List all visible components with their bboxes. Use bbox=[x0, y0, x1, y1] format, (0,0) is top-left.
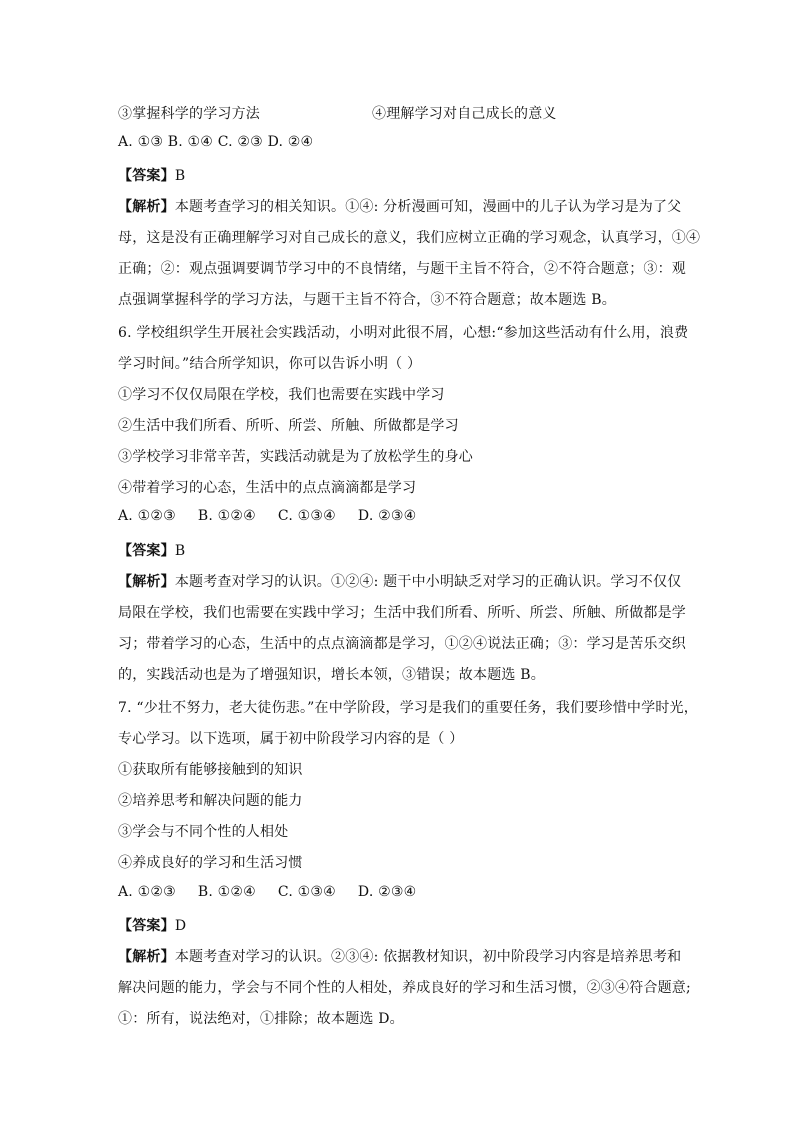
q5-analysis-line-3: 正确；②：观点强调要调节学习中的不良情绪，与题干主旨不符合，②不符合题意；③：观 bbox=[118, 261, 686, 277]
q7-item-1: ①获取所有能够接触到的知识 bbox=[118, 762, 303, 778]
q7-item-2: ②培养思考和解决问题的能力 bbox=[118, 793, 303, 809]
q6-analysis-line-1 bbox=[118, 571, 681, 591]
answer-value: B bbox=[174, 168, 186, 184]
answer-value: D bbox=[174, 918, 187, 934]
option-a: A. ①②③ bbox=[118, 508, 176, 524]
q7-stem-line-1: 7. “少壮不努力，老大徒伤悲。”在中学阶段，学习是我们的重要任务，我们要珍惜中学时光， bbox=[118, 700, 698, 716]
option-b: B. ①②④ bbox=[197, 884, 256, 900]
q5-items-row bbox=[118, 103, 557, 123]
q7-stem-line-2: 专心学习。以下选项，属于初中阶段学习内容的是（ ） bbox=[118, 731, 464, 747]
q7-options bbox=[118, 884, 416, 900]
analysis-label: 【解析】 bbox=[118, 574, 175, 590]
q6-item-1: ①学习不仅仅局限在学校，我们也需要在实践中学习 bbox=[118, 387, 445, 403]
q7-analysis-line-1 bbox=[118, 946, 681, 966]
q7-answer bbox=[118, 915, 186, 935]
option-c: C. ①③④ bbox=[277, 884, 336, 900]
answer-label: 【答案】 bbox=[118, 918, 175, 934]
q6-stem-line-2: 学习时间。”结合所学知识，你可以告诉小明（ ） bbox=[118, 356, 422, 372]
q6-item-3: ③学校学习非常辛苦，实践活动就是为了放松学生的身心 bbox=[118, 449, 473, 465]
q5-options: A. ①③ B. ①④ C. ②③ D. ②④ bbox=[118, 134, 314, 150]
q6-options bbox=[118, 508, 416, 524]
option-d: D. ②③④ bbox=[357, 884, 417, 900]
answer-value: B bbox=[174, 543, 186, 559]
option-d: D. ②③④ bbox=[357, 508, 417, 524]
analysis-label: 【解析】 bbox=[118, 949, 175, 965]
q5-analysis-line-2: 母，这是没有正确理解学习对自己成长的意义，我们应树立正确的学习观念，认真学习，①④ bbox=[118, 230, 701, 246]
q6-item-2: ②生活中我们所看、所听、所尝、所触、所做都是学习 bbox=[118, 418, 459, 434]
q7-analysis-line-2: 解决问题的能力，学会与不同个性的人相处，养成良好的学习和生活习惯，②③④符合题意; bbox=[118, 980, 691, 996]
q6-analysis-line-2: 局限在学校，我们也需要在实践中学习；生活中我们所看、所听、所尝、所触、所做都是学 bbox=[118, 605, 686, 621]
q6-stem-line-1: 6. 学校组织学生开展社会实践活动，小明对此很不屑，心想:“参加这些活动有什么用，浪费 bbox=[118, 325, 689, 341]
option-c: C. ①③④ bbox=[277, 508, 336, 524]
q5-analysis-line-4: 点强调掌握科学的学习方法，与题干主旨不符合，③不符合题意；故本题选 B。 bbox=[118, 292, 616, 308]
answer-label: 【答案】 bbox=[118, 543, 175, 559]
q6-answer bbox=[118, 540, 185, 560]
analysis-text: 本题考查学习的相关知识。①④: 分析漫画可知，漫画中的儿子认为学习是为了父 bbox=[174, 199, 682, 215]
option-b: B. ①②④ bbox=[197, 508, 256, 524]
q5-item-3: ③掌握科学的学习方法 bbox=[118, 106, 260, 122]
q7-analysis-line-3: ①：所有，说法绝对，①排除；故本题选 D。 bbox=[118, 1011, 404, 1027]
answer-label: 【答案】 bbox=[118, 168, 175, 184]
q7-item-4: ④养成良好的学习和生活习惯 bbox=[118, 855, 303, 871]
q6-analysis-line-4: 的，实践活动也是为了增强知识，增长本领，③错误；故本题选 B。 bbox=[118, 667, 545, 683]
analysis-label: 【解析】 bbox=[118, 199, 175, 215]
option-a: A. ①②③ bbox=[118, 884, 176, 900]
q6-item-4: ④带着学习的心态，生活中的点点滴滴都是学习 bbox=[118, 480, 417, 496]
q5-item-4: ④理解学习对自己成长的意义 bbox=[372, 106, 557, 122]
q7-item-3: ③学会与不同个性的人相处 bbox=[118, 824, 289, 840]
analysis-text: 本题考查对学习的认识。①②④: 题干中小明缺乏对学习的正确认识。学习不仅仅 bbox=[174, 574, 682, 590]
q5-answer bbox=[118, 165, 185, 185]
q5-analysis-line-1 bbox=[118, 196, 681, 216]
analysis-text: 本题考查对学习的认识。②③④: 依据教材知识，初中阶段学习内容是培养思考和 bbox=[174, 949, 682, 965]
q6-analysis-line-3: 习；带着学习的心态，生活中的点点滴滴都是学习，①②④说法正确；③：学习是苦乐交织 bbox=[118, 636, 686, 652]
